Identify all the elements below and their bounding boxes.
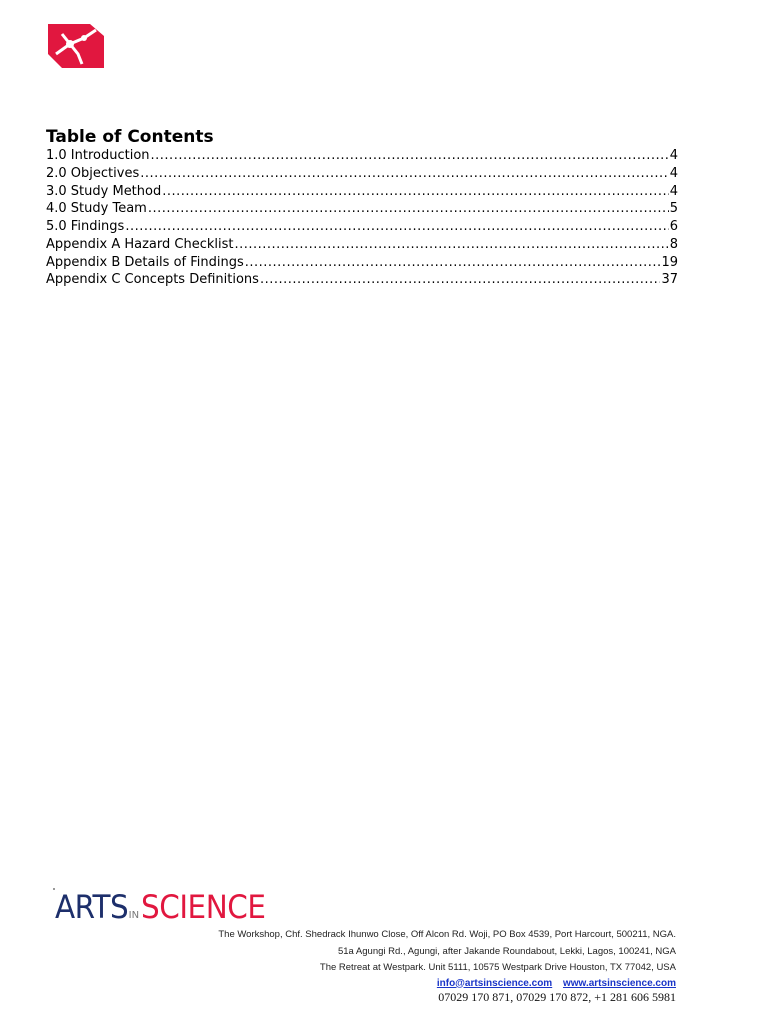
- toc-leader-dots: [162, 183, 668, 201]
- brand-arts: ARTS: [55, 888, 129, 926]
- toc-leader-dots: [140, 165, 668, 183]
- toc-entry-label: Appendix B Details of Findings: [46, 254, 244, 270]
- toc-entry-page: 4: [669, 183, 678, 199]
- footer-address-houston: The Retreat at Westpark. Unit 5111, 10575 Westpark Drive Houston, TX 77042, USA: [319, 962, 676, 973]
- toc-leader-dots: [234, 236, 668, 254]
- footer-address-port-harcourt: The Workshop, Chf. Shedrack Ihunwo Close, Off Alcon Rd. Woji, PO Box 4539, Port Harcourt, 500211, NGA.: [218, 929, 676, 940]
- arts-in-science-logo-mark: [48, 24, 104, 68]
- toc-leader-dots: [151, 147, 669, 165]
- toc-entry-label: 2.0 Objectives: [46, 165, 140, 181]
- toc-leader-dots: [148, 200, 669, 218]
- toc-entry[interactable]: [46, 236, 678, 254]
- toc-entry-page: 4: [669, 165, 678, 181]
- toc-entry-page: 4: [669, 148, 678, 163]
- toc-entry[interactable]: [46, 165, 678, 183]
- footer-links: [218, 977, 676, 990]
- toc-entry[interactable]: [46, 183, 678, 201]
- toc-entry[interactable]: [46, 200, 678, 218]
- toc-leader-dots: [125, 218, 668, 236]
- toc-entry-label: 5.0 Findings: [46, 219, 125, 234]
- toc-entry-page: 8: [669, 236, 678, 252]
- footer-phones: 07029 170 871, 07029 170 872, +1 281 606 5981: [438, 989, 676, 1004]
- toc-entry-page: 5: [669, 201, 678, 217]
- brand-science: SCIENCE: [141, 888, 266, 926]
- footer-email-link[interactable]: info@artsinscience.com: [436, 977, 553, 989]
- toc-entry[interactable]: [46, 271, 678, 289]
- toc-entry-label: Appendix A Hazard Checklist: [46, 236, 234, 252]
- toc-entry[interactable]: [46, 147, 678, 165]
- footer-website-link[interactable]: www.artsinscience.com: [562, 977, 676, 989]
- toc-entry-label: 1.0 Introduction: [46, 148, 150, 163]
- toc-entry-label: 4.0 Study Team: [46, 201, 147, 217]
- footer-address-lagos: 51a Agungi Rd., Agungi, after Jakande Roundabout, Lekki, Lagos, 100241, NGA: [337, 945, 676, 957]
- toc-entry-label: Appendix C Concepts Definitions: [46, 272, 259, 288]
- toc-entry-page: 19: [661, 254, 678, 270]
- toc-leader-dots: [245, 254, 661, 272]
- brand-in: IN: [128, 910, 140, 921]
- toc-entry-label: 3.0 Study Method: [46, 183, 162, 199]
- toc-entry[interactable]: [46, 218, 678, 236]
- toc-leader-dots: [260, 271, 661, 289]
- arts-in-science-wordmark: [55, 888, 276, 928]
- toc-list: [46, 147, 678, 289]
- toc-entry-page: 37: [661, 272, 678, 288]
- footer-contact: [218, 927, 676, 1005]
- toc-entry-page: 6: [669, 219, 678, 234]
- toc-entry[interactable]: [46, 254, 678, 272]
- toc-title: Table of Contents: [46, 127, 214, 147]
